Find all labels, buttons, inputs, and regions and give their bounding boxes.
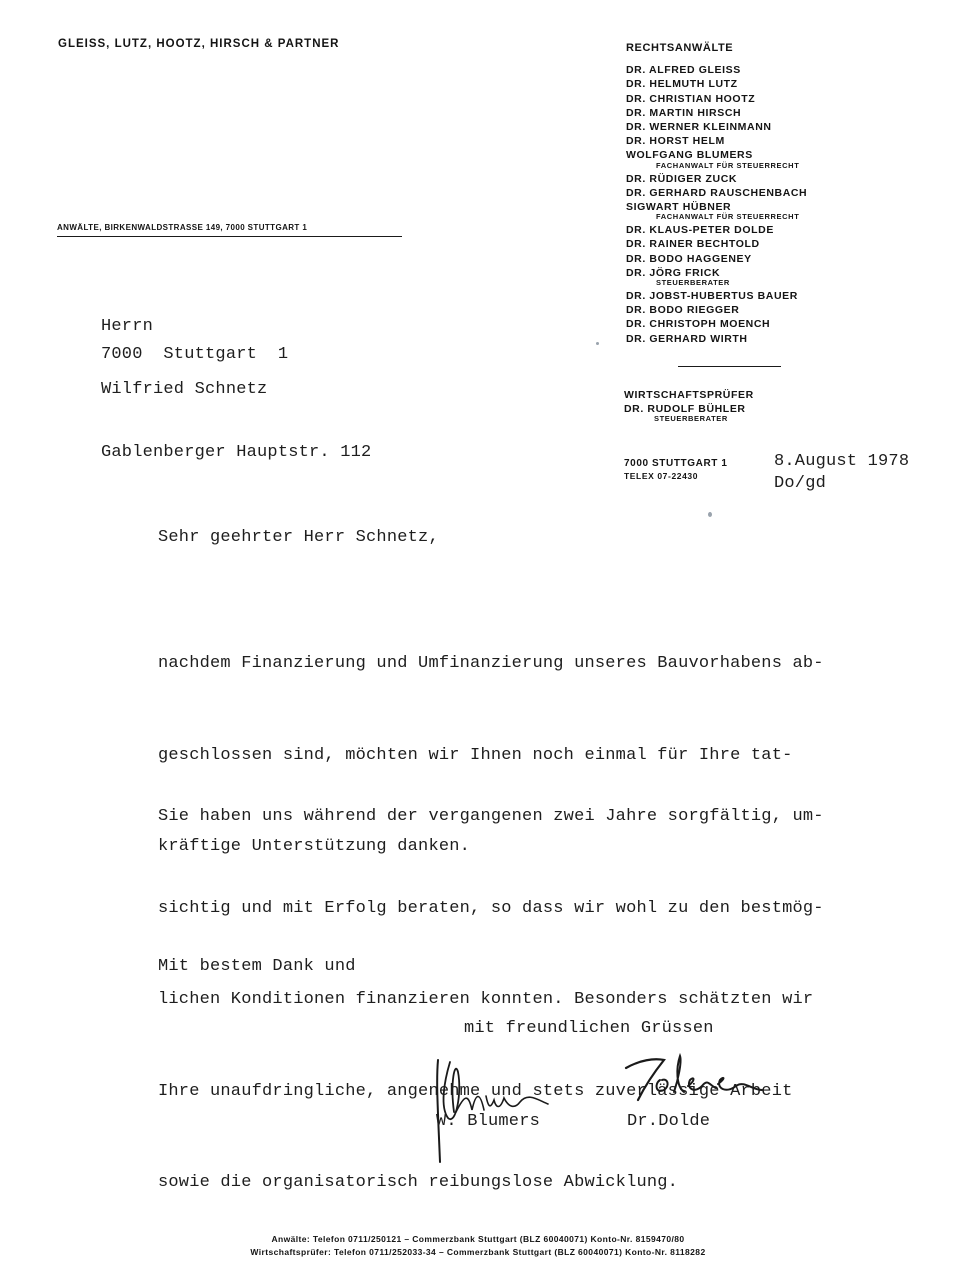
partner-name: DR. RÜDIGER ZUCK	[626, 172, 738, 185]
partner-name: DR. HELMUTH LUTZ	[626, 78, 738, 91]
partner-name: DR. MARTIN HIRSCH	[626, 106, 742, 119]
partner-name: DR. ALFRED GLEISS	[626, 64, 741, 77]
text-line: geschlossen sind, möchten wir Ihnen noch einmal für Ihre tat-	[158, 745, 793, 765]
office-city: 7000 STUTTGART 1	[624, 458, 728, 469]
footer-line: Anwälte: Telefon 0711/250121 – Commerzbank Stuttgart (BLZ 60040071) Konto-Nr. 8159470/80	[271, 1234, 685, 1244]
closing-line-1: Mit bestem Dank und	[158, 957, 356, 976]
scan-speck	[596, 342, 599, 345]
recipient-line: Herrn	[101, 317, 154, 336]
partner-name: DR. GERHARD RAUSCHENBACH	[626, 186, 808, 199]
partner-name: SIGWART HÜBNER	[626, 201, 732, 214]
return-address: ANWÄLTE, BIRKENWALDSTRASSE 149, 7000 STUTTGART 1	[57, 223, 402, 237]
footer-bank-details	[0, 1233, 956, 1259]
text-line: kräftige Unterstützung danken.	[158, 837, 471, 856]
partner-qualification: FACHANWALT FÜR STEUERRECHT	[656, 212, 800, 222]
partner-qualification: FACHANWALT FÜR STEUERRECHT	[656, 160, 800, 170]
auditor-name: DR. RUDOLF BÜHLER	[624, 403, 746, 416]
partner-name: DR. GERHARD WIRTH	[626, 332, 748, 345]
partner-name: DR. BODO RIEGGER	[626, 304, 740, 317]
auditor-qualification: STEUERBERATER	[654, 414, 728, 424]
text-line: sowie die organisatorisch reibungslose Abwicklung.	[158, 1173, 679, 1192]
recipient-city: 7000 Stuttgart 1	[101, 345, 289, 364]
text-line: lichen Konditionen finanzieren konnten. Besonders schätzten wir	[158, 990, 814, 1009]
partner-name: DR. JÖRG FRICK	[626, 266, 721, 279]
partner-name: DR. WERNER KLEINMANN	[626, 121, 772, 134]
office-telex: TELEX 07-22430	[624, 471, 699, 481]
salutation: Sehr geehrter Herr Schnetz,	[158, 528, 439, 547]
partner-name: DR. RAINER BECHTOLD	[626, 238, 760, 251]
partner-names	[626, 63, 807, 346]
partners-heading: RECHTSANWÄLTE	[626, 42, 734, 54]
partner-qualification: STEUERBERATER	[656, 278, 730, 288]
recipient-address	[101, 274, 371, 484]
signer-name-1: W. Blumers	[436, 1112, 541, 1131]
auditors-heading: WIRTSCHAFTSPRÜFER	[624, 389, 754, 401]
office-block	[624, 457, 728, 483]
footer-line: Wirtschaftsprüfer: Telefon 0711/252033-34 – Commerzbank Stuttgart (BLZ 60040071) Konto-Nr. 8118282	[250, 1247, 706, 1257]
partner-name: DR. CHRISTOPH MOENCH	[626, 318, 771, 331]
recipient-line: Gablenberger Hauptstr. 112	[101, 443, 372, 462]
partner-name: DR. HORST HELM	[626, 135, 725, 148]
auditor-block	[624, 388, 754, 424]
partner-name: DR. JOBST-HUBERTUS BAUER	[626, 290, 798, 303]
partner-name: DR. BODO HAGGENEY	[626, 252, 752, 265]
closing-line-2: mit freundlichen Grüssen	[464, 1019, 714, 1038]
text-line: Ihre unaufdringliche, angenehme und stets zuverlässige Arbeit	[158, 1081, 793, 1101]
dolde-signature	[620, 1050, 780, 1110]
text-line: sichtig und mit Erfolg beraten, so dass wir wohl zu den bestmög-	[158, 898, 824, 918]
partner-name: DR. KLAUS-PETER DOLDE	[626, 224, 774, 237]
text-line: Sie haben uns während der vergangenen zwei Jahre sorgfältig, um-	[158, 807, 824, 826]
recipient-line: Wilfried Schnetz	[101, 380, 268, 399]
signer-name-2: Dr.Dolde	[627, 1112, 711, 1131]
blumers-signature	[428, 1052, 558, 1164]
letter-date: 8.August 1978	[774, 452, 910, 471]
firm-name: GLEISS, LUTZ, HOOTZ, HIRSCH & PARTNER	[58, 38, 340, 50]
partner-name: DR. CHRISTIAN HOOTZ	[626, 92, 756, 105]
scan-speck	[708, 512, 712, 517]
partners-divider	[678, 366, 781, 367]
partner-name: WOLFGANG BLUMERS	[626, 149, 753, 162]
text-line: nachdem Finanzierung und Umfinanzierung unseres Bauvorhabens ab-	[158, 654, 824, 673]
letter-reference: Do/gd	[774, 474, 827, 493]
partner-list	[626, 41, 807, 346]
